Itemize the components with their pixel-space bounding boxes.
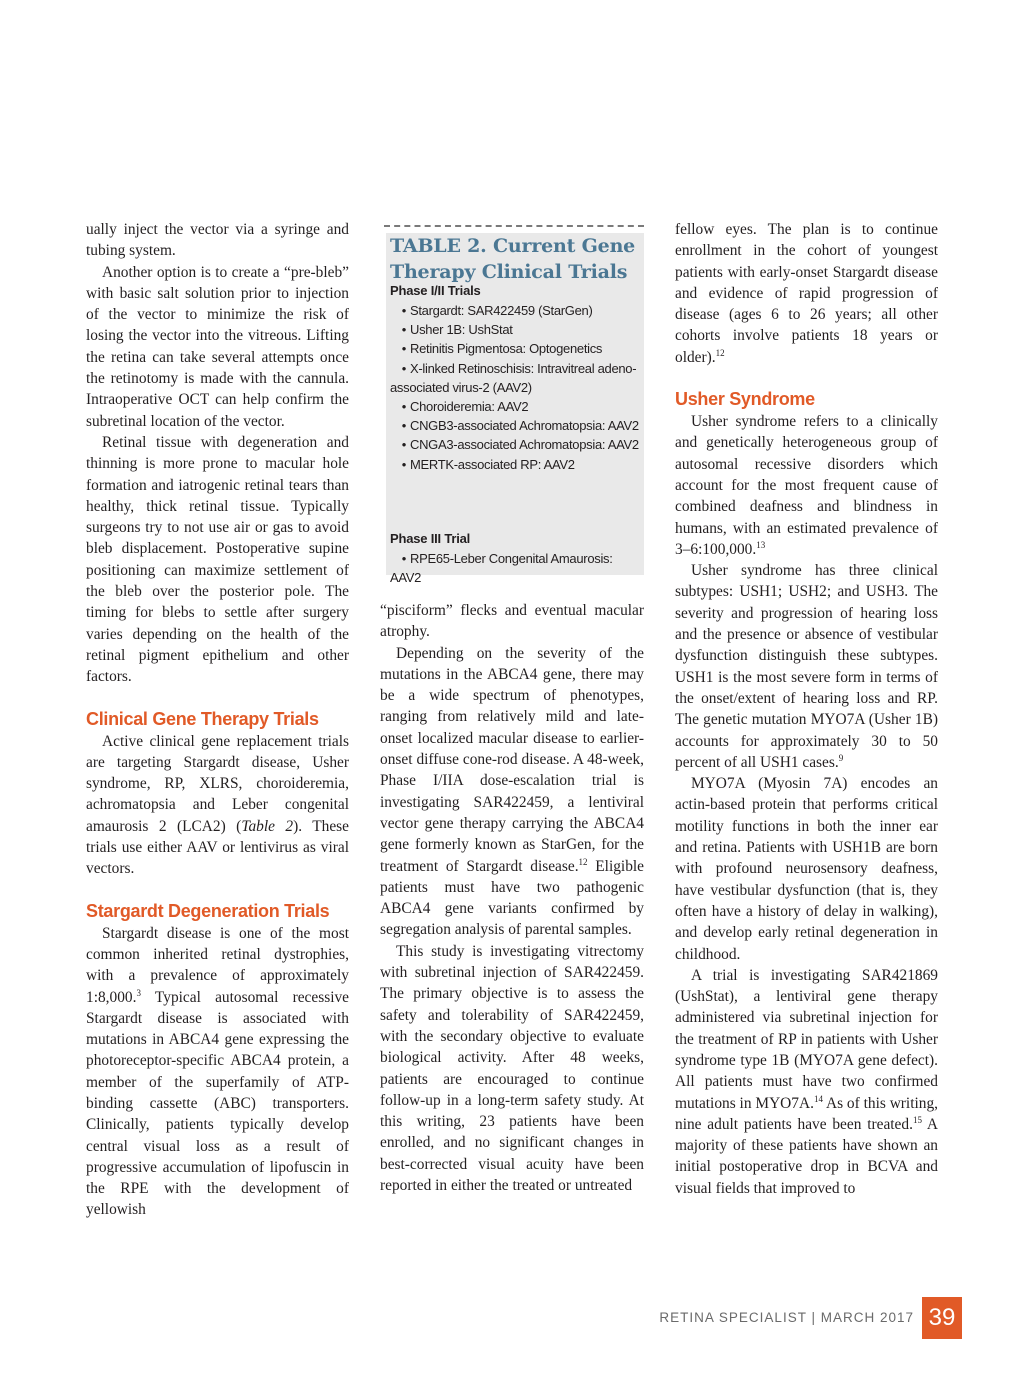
bullet-icon: • [401, 360, 406, 376]
section-heading: Usher Syndrome [675, 389, 815, 410]
paragraph: Retinal tissue with degeneration and thinning is more prone to macular hole formation and iatrogenic retinal tears than healthy, thick retinal tissue. Typically surgeons try to not use air or gas to avoid bleb displacement. Postoperative supine positioning can maximize settlement of the bleb over the posterior pole. The timing for blebs to settle after surgery varies depending on the health of the retinal pigment epithelium and other factors. [86, 433, 349, 686]
paragraph: This study is investigating vitrectomy with subretinal injection of SAR422459. The primary objective is to assess the safety and tolerability of SAR422459, with the secondary objective to evaluate biological activity. After 48 weeks, patients are encouraged to continue follow-up in a long-term safety study. At this writing, 23 patients have been enrolled, and no significant changes in best-corrected visual acuity have been reported in either the treated or untreated [380, 942, 644, 1195]
article-column-3 [675, 219, 938, 1199]
bullet-icon: • [401, 437, 406, 453]
paragraph: Usher syndrome has three clinical subtypes: USH1; USH2; and USH3. The severity and progression of hearing loss and the presence or absence of vestibular dysfunction distinguish these subtypes. USH1 is the most severe form in terms of the onset/extent of hearing loss and RP. The genetic mutation MYO7A (Usher 1B) accounts for approximately 30 to 50 percent of all USH1 cases.$^9$ [675, 562, 938, 771]
citation: 14 [813, 1093, 823, 1104]
table-title: TABLE 2. Current Gene Therapy Clinical Trials [390, 235, 636, 283]
paragraph: A trial is investigating SAR421869 (UshStat), a lentiviral gene therapy administered via subretinal injection for the treatment of RP in patients with Usher syndrome type 1B (MYO7A gene defect). All patients must have two confirmed mutations in MYO7A.$^{14}$ As of this writing, nine adult patients have been treated.$^{15}$ A majority of these patients have shown an initial postoperative drop in BCVA and visual fields that improved to [675, 966, 938, 1197]
page-number: 39 [922, 1297, 962, 1339]
citation: 12 [578, 856, 588, 867]
bullet-icon: • [401, 551, 406, 566]
paragraph: Usher syndrome refers to a clinically and genetically heterogeneous group of autosomal recessive disorders which account for the most frequent cause of combined deafness and blindness in humans, with an estimated prevalence of 3–6:100,000.13 [675, 413, 938, 558]
running-footer: RETINA SPECIALIST | MARCH 2017 [659, 1310, 914, 1325]
article-column-2 [380, 600, 644, 1196]
trial-list-item: • Usher 1B: UshStat [390, 320, 644, 339]
bullet-icon: • [401, 303, 406, 318]
citation: 13 [756, 539, 766, 550]
article-column-1 [86, 219, 349, 1221]
phase-1-2-list [390, 301, 644, 474]
paragraph: ually inject the vector via a syringe and tubing system. [86, 221, 349, 260]
dashed-divider [384, 225, 644, 227]
trial-list-item: • MERTK-associated RP: AAV2 [390, 455, 644, 474]
paragraph: Stargardt disease is one of the most common inherited retinal dystrophies, with a prevalence of approximately 1:8,000.$^3$ Typical autosomal recessive Stargardt disease is associated with mutations in ABCA4 gene expressing the photoreceptor-specific ABCA4 protein, a member of the superfamily of ATP-binding cassette (ABC) transporters. Clinically, patients typically develop central visual loss as a result of progressive accumulation of lipofuscin in the RPE with the development of yellowish [86, 924, 349, 1219]
citation: 12 [715, 347, 725, 358]
paragraph: Another option is to create a “pre-bleb” with basic salt solution prior to injection of the vector to minimize the risk of losing the vector into the vitreous. Lifting the retina can take several attempts once the retinotomy is made with the cannula. Intraoperative OCT can help confirm the subretinal location of the vector. [86, 263, 349, 430]
table-reference: Table 2 [241, 817, 294, 835]
bullet-icon: • [401, 341, 406, 357]
citation: 9 [838, 752, 844, 763]
section-heading: Stargardt Degeneration Trials [86, 900, 330, 921]
paragraph: Active clinical gene replacement trials are targeting Stargardt disease, Usher syndrome, RP, XLRS, choroideremia, achromatopsia and Leber congenital amaurosis 2 (LCA2) (Table 2). These trials use either AAV or lentivirus as viral vectors. [86, 732, 350, 878]
paragraph: MYO7A (Myosin 7A) encodes an actin-based protein that performs critical motility functions in both the inner ear and retina. Patients with USH1B are born with profound neurosensory deafness, have vestibular dysfunction (that is, they often have a history of delay in walking), and develop early retinal degeneration in childhood. [675, 775, 938, 963]
bullet-icon: • [401, 456, 406, 472]
trial-list-item: • CNGA3-associated Achromatopsia: AAV2 [390, 435, 644, 454]
table-2-sidebar [380, 225, 644, 585]
paragraph: “pisciform” flecks and eventual macular atrophy. [380, 602, 644, 641]
citation: 3 [136, 987, 141, 998]
bullet-icon: • [401, 418, 406, 434]
bullet-icon: • [401, 322, 406, 338]
paragraph: Depending on the severity of the mutations in the ABCA4 gene, there may be a wide spectrum of phenotypes, ranging from relatively mild and late-onset localized macular disease to earlier-onset diffuse cone-rod disease. A 48-week, Phase I/IIA dose-escalation trial is investigating SAR422459, a lentiviral vector gene therapy carrying the ABCA4 gene formerly known as StarGen, for the treatment of Stargardt disease.$^{12}$ Eligible patients must have two pathogenic ABCA4 gene variants confirmed by segregation analysis of parental samples. [380, 644, 645, 939]
phase-3-heading: Phase III Trial [390, 531, 471, 546]
phase-1-2-heading: Phase I/II Trials [390, 283, 481, 298]
phase-3-list [390, 549, 644, 587]
bullet-icon: • [401, 399, 406, 415]
trial-list-item: • Choroideremia: AAV2 [390, 397, 644, 416]
trial-list-item: • RPE65-Leber Congenital Amaurosis: AAV2 [390, 551, 613, 586]
section-heading: Clinical Gene Therapy Trials [86, 708, 319, 729]
trial-list-item: • Stargardt: SAR422459 (StarGen) [390, 301, 644, 320]
trial-list-item: • Retinitis Pigmentosa: Optogenetics [390, 339, 644, 358]
citation: 15 [912, 1114, 922, 1125]
paragraph: fellow eyes. The plan is to continue enrollment in the cohort of youngest patients with early-onset Stargardt disease and evidence of rapid progression of disease (ages 6 to 26 years; all other cohorts involve patients 18 years or older).$^{12}$ [675, 221, 938, 366]
trial-list-item: • X-linked Retinoschisis: Intravitreal adeno-associated virus-2 (AAV2) [390, 360, 637, 395]
trial-list-item: • CNGB3-associated Achromatopsia: AAV2 [390, 416, 644, 435]
